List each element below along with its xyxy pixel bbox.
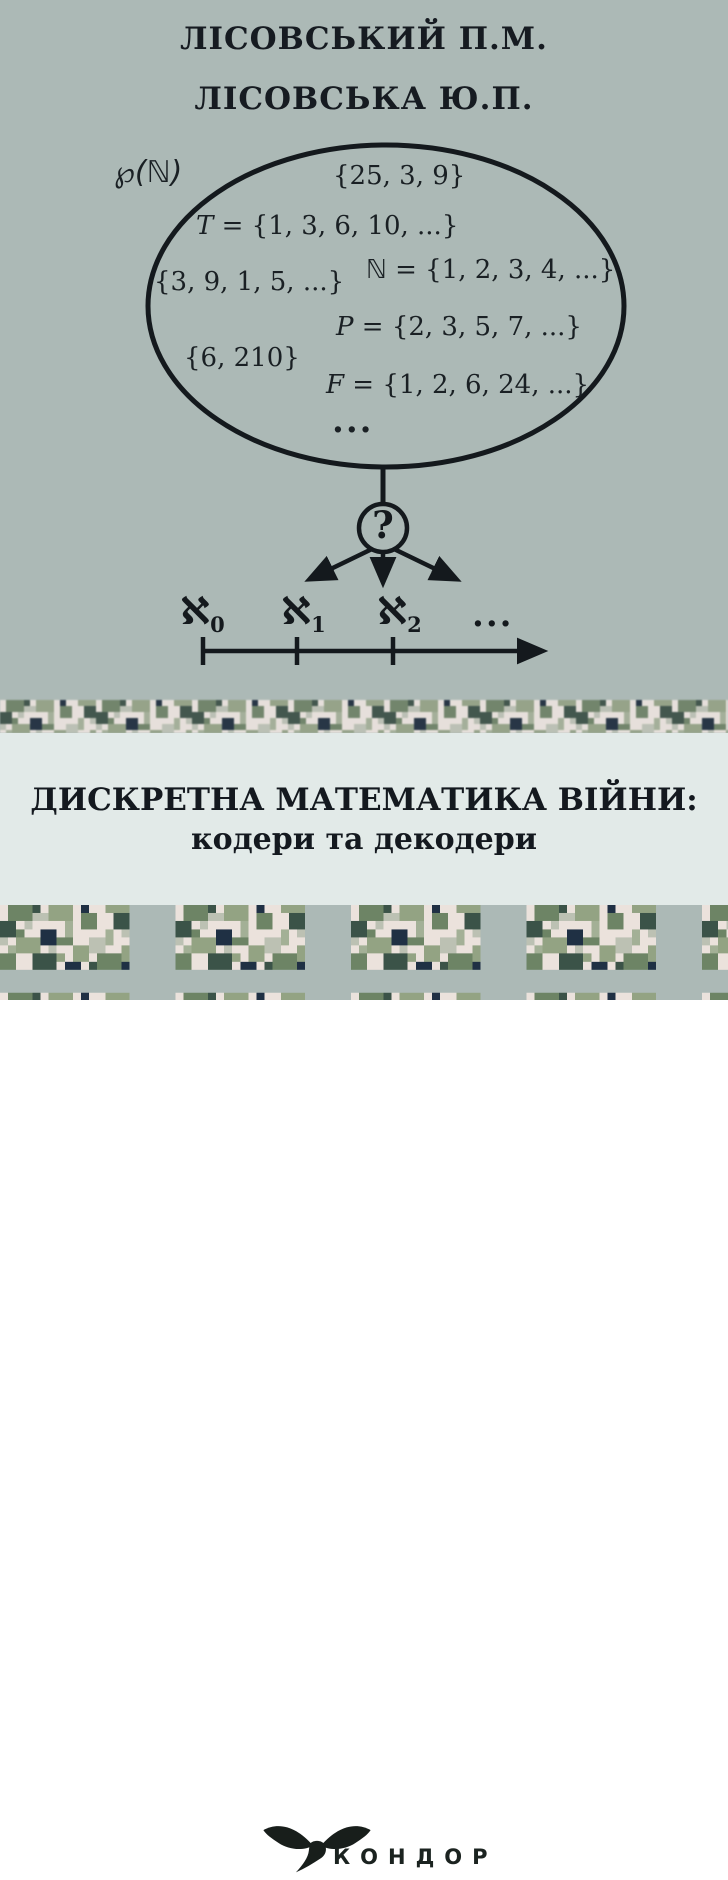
set-body: {25, 3, 9} <box>333 161 466 191</box>
set-variable: P <box>336 312 354 342</box>
set-body: = {1, 3, 6, 10, ...} <box>213 211 459 241</box>
aleph-subscript: 1 <box>311 612 326 637</box>
set-body: = {1, 2, 6, 24, ...} <box>344 370 590 400</box>
arrow-right <box>394 549 456 579</box>
publisher-name: КОНДОР <box>333 1845 498 1869</box>
universe-ellipse <box>148 145 624 467</box>
aleph-subscript: 0 <box>210 612 225 637</box>
question-mark-label: ? <box>372 503 394 547</box>
set-variable: T <box>196 211 214 241</box>
title-band <box>0 733 728 905</box>
book-title: ДИСКРЕТНА МАТЕМАТИКА ВІЙНИ: <box>30 782 698 818</box>
set-item-N <box>366 257 615 283</box>
aleph-symbol: ℵ <box>180 589 211 633</box>
set-item-literal-2 <box>154 269 344 295</box>
aleph-ellipsis: ... <box>472 595 514 635</box>
aleph-symbol: ℵ <box>281 589 312 633</box>
aleph-symbol: ℵ <box>377 589 408 633</box>
arrow-left <box>310 549 372 579</box>
set-item-literal-1 <box>333 163 465 189</box>
set-body: ... <box>332 401 374 441</box>
set-diagram-graphics <box>0 0 728 700</box>
set-body: {6, 210} <box>184 343 300 373</box>
set-body: {3, 9, 1, 5, ...} <box>154 267 345 297</box>
publisher-logo <box>255 1820 498 1880</box>
set-item-F <box>326 372 589 398</box>
set-item-ellipsis <box>332 401 374 441</box>
set-body: = {1, 2, 3, 4, ...} <box>386 255 616 285</box>
aleph-1 <box>281 589 326 637</box>
powerset-label: ℘(ℕ) <box>114 155 183 190</box>
aleph-0 <box>180 589 225 637</box>
set-variable: F <box>326 370 345 400</box>
set-body: = {2, 3, 5, 7, ...} <box>353 312 582 342</box>
set-item-T <box>196 213 458 239</box>
aleph-subscript: 2 <box>407 612 422 637</box>
camouflage-band-top <box>0 700 728 733</box>
book-subtitle: кодери та декодери <box>191 822 537 857</box>
set-item-P <box>336 314 582 340</box>
aleph-2 <box>377 589 422 637</box>
camouflage-band-bottom <box>0 905 728 1869</box>
author-name-1: ЛІСОВСЬКИЙ П.М. <box>180 21 548 57</box>
set-variable: ℕ <box>366 255 387 285</box>
author-name-2: ЛІСОВСЬКА Ю.П. <box>194 81 534 117</box>
set-item-literal-3 <box>184 345 300 371</box>
